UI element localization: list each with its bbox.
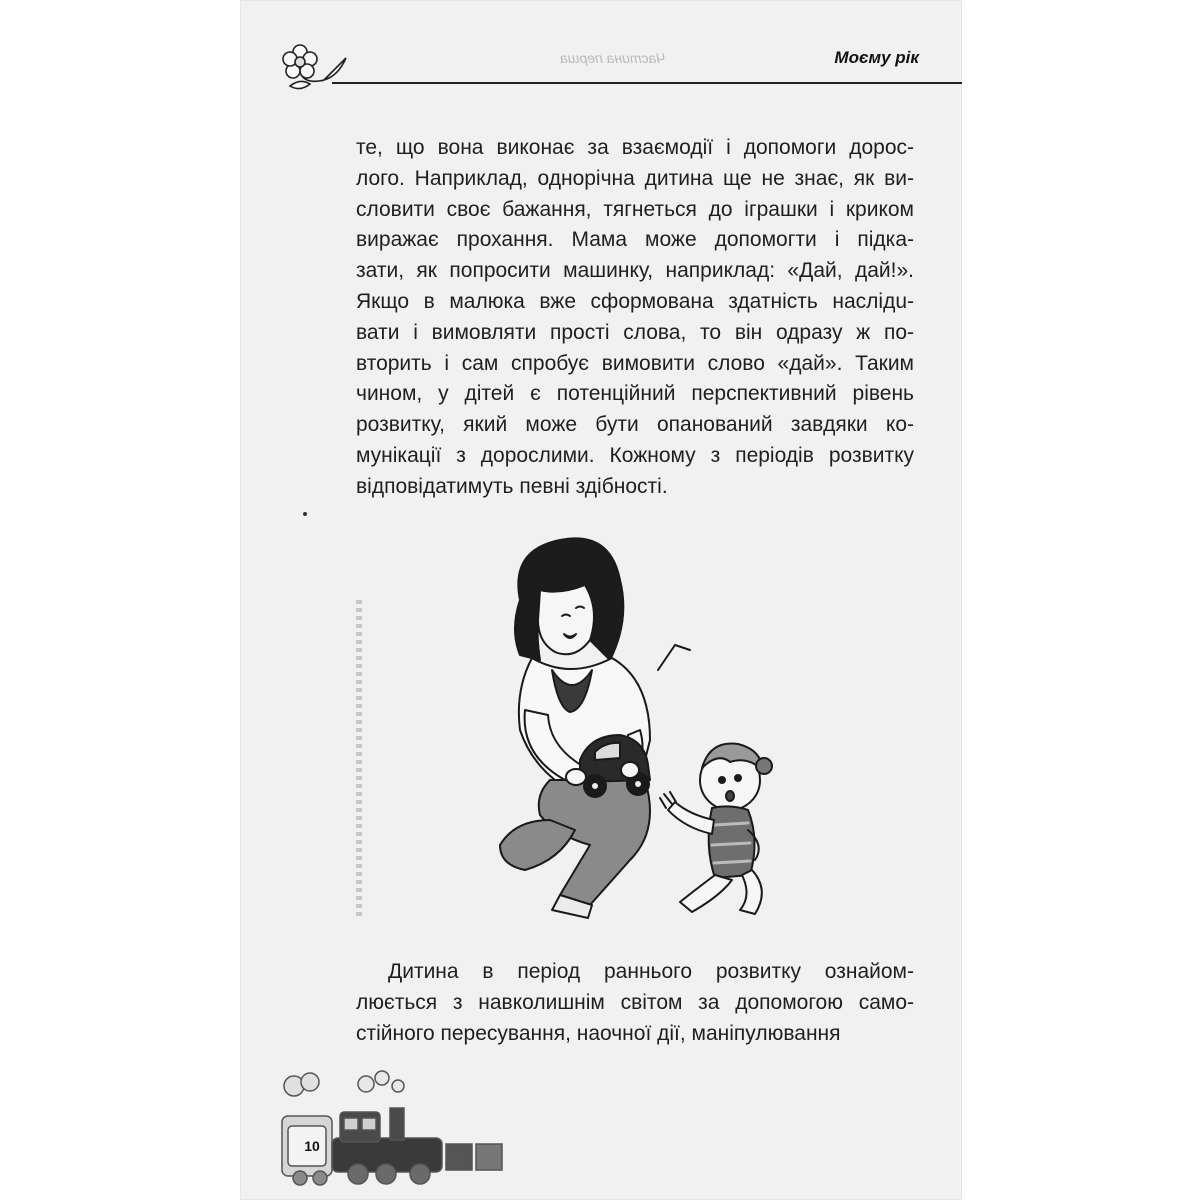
text-line: люється з навколишнім світом за допомогою само- bbox=[356, 990, 914, 1014]
text-line: зати, як попросити машинку, наприклад: «Дай, дай!». bbox=[356, 259, 914, 283]
text-line: виражає прохання. Мама може допомогти і підка- bbox=[356, 228, 914, 252]
text-line: розвитку, який може бути опанований завдяки ко- bbox=[356, 413, 914, 437]
page-number: 10 bbox=[304, 1138, 320, 1154]
header-rule bbox=[332, 82, 962, 84]
text-line: Дитина в період раннього розвитку ознайом- bbox=[388, 960, 914, 983]
text-line: стійного пересування, наочної дії, маніпулювання bbox=[356, 1021, 841, 1045]
mother-baby-illustration bbox=[480, 530, 810, 920]
running-title: Моєму рік bbox=[834, 48, 919, 67]
train-icon bbox=[274, 1068, 504, 1188]
text-line: мунікації з дорослими. Кожному з періодів розвитку bbox=[356, 443, 914, 467]
text-line: лого. Наприклад, однорічна дитина ще не знає, як ви- bbox=[356, 166, 914, 190]
text-line: вати і вимовляти прості слова, то він одразу ж по- bbox=[356, 320, 914, 344]
text-line: те, що вона виконає за взаємодії і допомоги дорос- bbox=[356, 136, 914, 159]
text-line: Якщо в малюка вже сформована здатність наслідu- bbox=[356, 289, 914, 313]
text-line: відповідатимуть певні здібності. bbox=[356, 474, 668, 498]
paragraph-2 bbox=[356, 957, 914, 1049]
bleed-through-header: Частина перша bbox=[560, 50, 666, 66]
margin-mark bbox=[303, 512, 307, 516]
text-line: чином, у дітей є потенційний перспективний рівень bbox=[356, 382, 914, 406]
paragraph-1 bbox=[356, 133, 914, 503]
flower-icon bbox=[280, 40, 350, 92]
text-line: вторить і сам спробує вимовити слово «дай». Таким bbox=[356, 351, 914, 375]
text-line: словити своє бажання, тягнеться до іграшки і криком bbox=[356, 197, 914, 221]
bleed-through-bar bbox=[356, 600, 362, 920]
book-page bbox=[240, 0, 962, 1200]
